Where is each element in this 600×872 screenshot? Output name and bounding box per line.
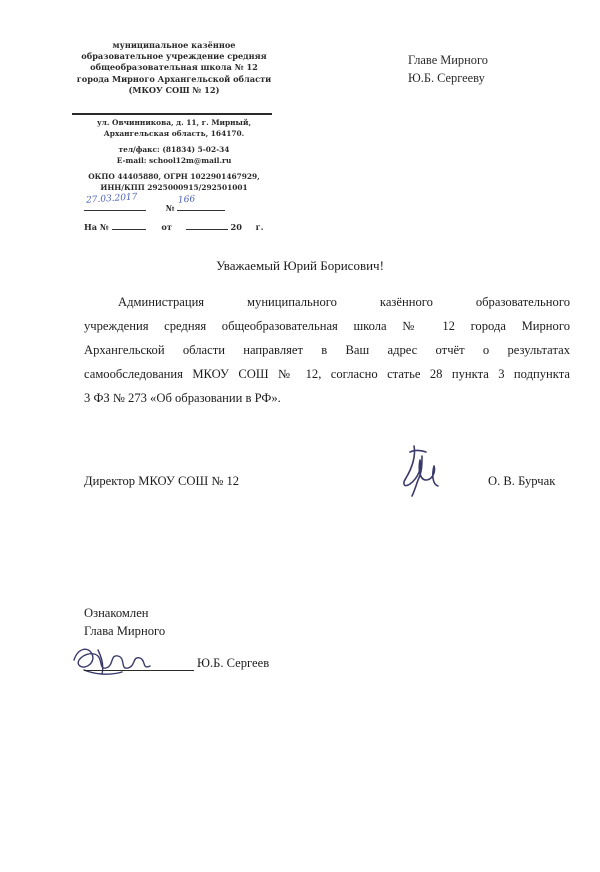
year-label: 20 [230,222,242,232]
registry-line: ОКПО 44405880, ОГРН 1022901467929, [88,172,260,182]
handwritten-number: 166 [177,194,196,206]
letterhead-line: (МКОУ СОШ № 12) [128,84,220,95]
body-line: самообследования МКОУ СОШ № 12, согласно статье 28 пункта 3 подпункта [84,367,570,381]
addressee-title: Главе Мирного [408,53,488,67]
year-suffix: г. [255,222,264,232]
signatory-name: О. В. Бурчак [488,474,556,488]
addressee-name: Ю.Б. Сергееву [408,71,485,85]
body-line: учреждения средняя общеобразовательная школа № 12 города Мирного [84,319,570,333]
phone-line: тел/факс: (81834) 5-02-34 [118,145,230,155]
acknowledgement-block [84,604,165,640]
address-line: ул. Овчинникова, д. 11, г. Мирный, [96,118,252,127]
letterhead [66,40,282,96]
address-line: Архангельская область, 164170. [103,128,245,138]
body-line: Администрация муниципального казённого образовательного [118,295,570,309]
handwritten-date: 27.03.2017 [85,192,138,206]
letterhead-line: образовательное учреждение средняя [81,51,267,62]
body-line: 3 ФЗ № 273 «Об образовании в РФ». [84,391,281,405]
acknowledged-label: Ознакомлен [84,606,149,620]
director-signature-image [392,440,452,498]
salutation: Уважаемый Юрий Борисович! [216,258,384,273]
letterhead-line: города Мирного Архангельской области [76,73,272,84]
registry-line: ИНН/КПП 2925000915/292501001 [100,182,248,192]
reply-ref-row [84,220,264,232]
addressee-block [408,51,488,87]
acknowledger-name: Ю.Б. Сергеев [197,656,270,670]
reply-number-blank [112,220,146,230]
reply-to-label: На № [84,222,109,232]
letterhead-contacts [66,118,282,194]
from-label: от [161,222,172,232]
head-signature-image [64,640,160,680]
letterhead-line: муниципальное казённое [112,40,236,50]
reply-date-blank [186,220,228,230]
body-line: Архангельской области направляет в Ваш адрес отчёт о результатах [84,343,570,357]
letterhead-divider [72,113,272,115]
letterhead-line: общеобразовательная школа № 12 [90,62,258,73]
acknowledged-position: Глава Мирного [84,624,166,638]
number-sign: № [165,203,175,213]
signatory-position: Директор МКОУ СОШ № 12 [84,474,240,488]
signature-underline [84,670,194,671]
email-line: E-mail: school12m@mail.ru [116,155,232,165]
